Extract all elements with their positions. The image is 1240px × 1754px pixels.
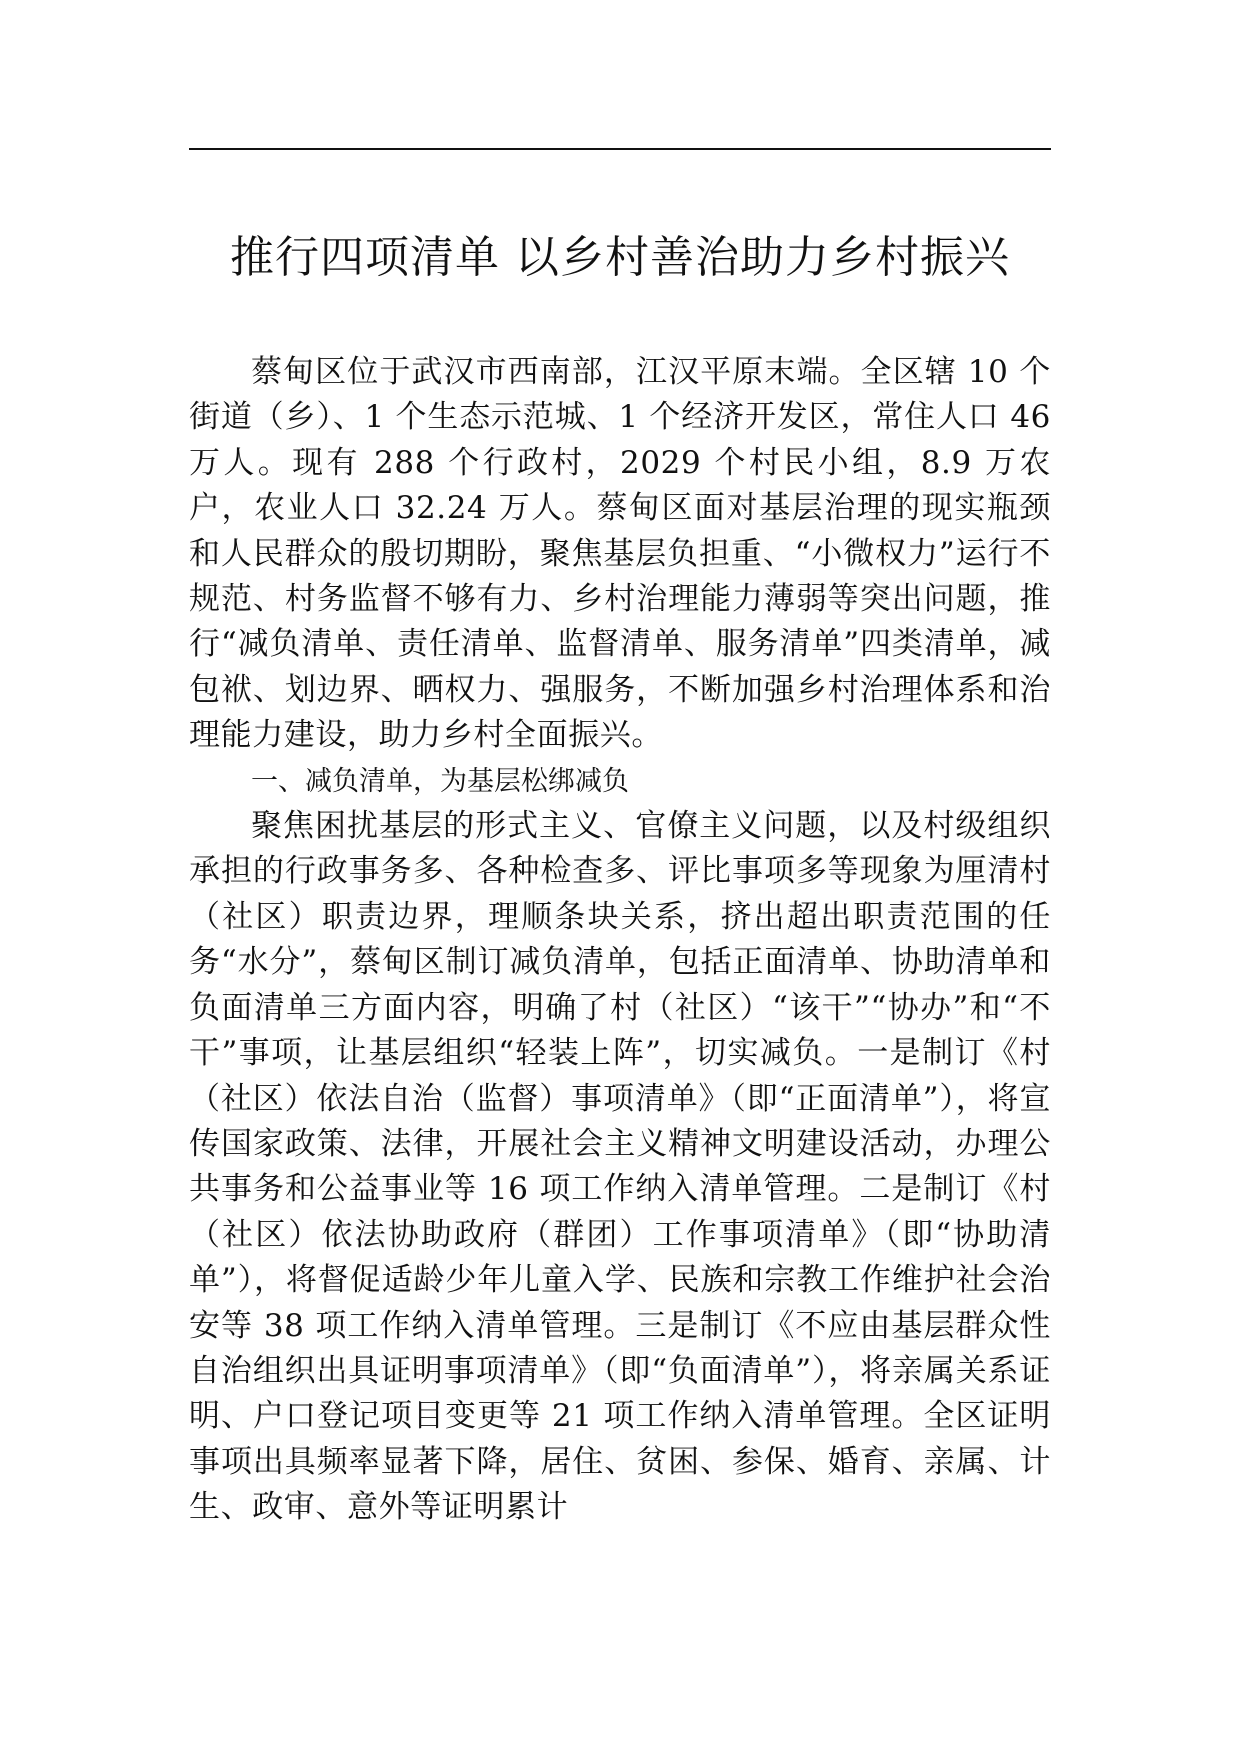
section-heading-1: 一、减负清单，为基层松绑减负 [251,765,629,797]
header-rule [189,148,1051,150]
document-title: 推行四项清单 以乡村善治助力乡村振兴 [230,232,1010,283]
document-body [189,350,1051,1531]
intro-paragraph: 蔡甸区位于武汉市西南部，江汉平原末端。全区辖 10 个街道（乡）、1 个生态示范城、1 个经济开发区，常住人口 46 万人。现有 288 个行政村，2029 个村民小组，8.9 万农户，农业人口 32.24 万人。蔡甸区面对基层治理的现实瓶颈和人民群众的殷切期盼，聚焦基层负担重、“小微权力”运行不规范、村务监督不够有力、乡村治理能力薄弱等突出问题，推行“减负清单、责任清单、监督清单、服务清单”四类清单，减包袱、划边界、晒权力、强服务，不断加强乡村治理体系和治理能力建设，助力乡村全面振兴。 [189,354,1051,754]
section-1-paragraph: 聚焦困扰基层的形式主义、官僚主义问题，以及村级组织承担的行政事务多、各种检查多、评比事项多等现象为厘清村（社区）职责边界，理顺条块关系，挤出超出职责范围的任务“水分”，蔡甸区制订减负清单，包括正面清单、协助清单和负面清单三方面内容，明确了村（社区）“该干”“协办”和“不干”事项，让基层组织“轻装上阵”，切实减负。一是制订《村（社区）依法自治（监督）事项清单》（即“正面清单”），将宣传国家政策、法律，开展社会主义精神文明建设活动，办理公共事务和公益事业等 16 项工作纳入清单管理。二是制订《村（社区）依法协助政府（群团）工作事项清单》（即“协助清单”），将督促适龄少年儿童入学、民族和宗教工作维护社会治安等 38 项工作纳入清单管理。三是制订《不应由基层群众性自治组织出具证明事项清单》（即“负面清单”），将亲属关系证明、户口登记项目变更等 21 项工作纳入清单管理。全区证明事项出具频率显著下降，居住、贫困、参保、婚育、亲属、计生、政审、意外等证明累计 [189,808,1051,1526]
